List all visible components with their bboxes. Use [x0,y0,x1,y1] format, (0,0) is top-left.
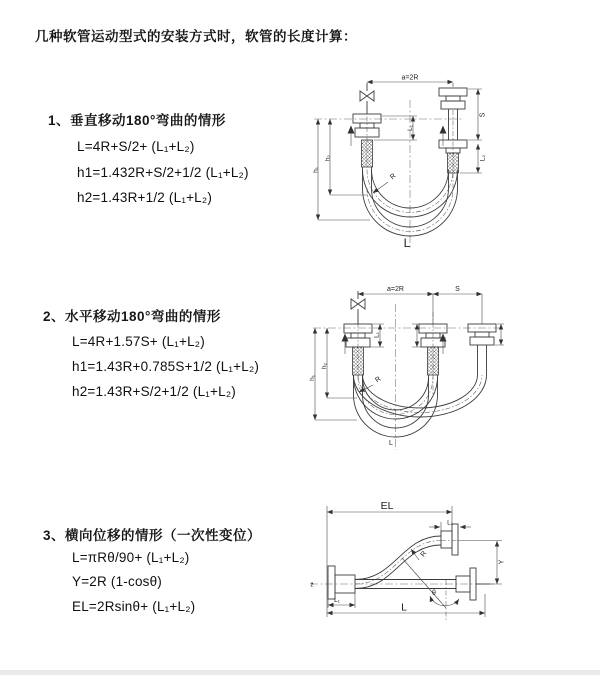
left-braid [353,347,364,375]
centerlines [314,100,462,249]
page-bottom-edge [0,670,600,675]
right-braid [448,153,459,173]
radius-construction-line [402,558,446,608]
section-1-formula-h2: h2=1.43R+1/2 (L₁+L₂) [77,190,213,205]
dimensions [327,500,506,617]
valve-icon [351,291,365,324]
dim-label-l1: L₁ [373,332,381,338]
dim-label-l-total: L [403,236,411,250]
diagram-3-lateral-displacement [300,498,600,648]
dim-label-r: R [374,375,383,385]
dim-label-h2: h₂ [324,154,332,162]
section-1-formula-l: L=4R+S/2+ (L₁+L₂) [77,139,195,154]
section-2-formula-h1: h1=1.43R+0.785S+1/2 (L₁+L₂) [72,359,260,374]
section-2-formula-h2: h2=1.43R+S/2+1/2 (L₁+L₂) [72,384,236,399]
dim-label-l1-bottom: L₁ [334,597,340,604]
dim-label-theta: θ [432,590,436,597]
right-flange [468,324,496,345]
valve-icon [360,83,374,114]
left-flange [328,566,355,599]
dim-label-l-total: L [401,601,407,614]
dim-label-s: S [479,112,487,118]
centerlines [313,304,503,450]
section-2-heading: 2、水平移动180°弯曲的情形 [43,309,221,324]
section-3-formula-el: EL=2Rsinθ+ (L₁+L₂) [72,599,196,614]
page-title: 几种软管运动型式的安装方式时，软管的长度计算： [35,29,357,44]
dim-label-s: S [455,286,460,293]
dim-label-l2: L₂ [479,154,487,162]
upper-flange [441,524,458,555]
dimensions [309,286,504,447]
middle-braid [428,347,439,375]
dim-label-l1: L₁ [407,125,414,131]
dim-label-h2: h₂ [321,362,328,370]
section-3-heading: 3、横向位移的情形（一次性变位） [43,528,262,543]
section-2-formula-l: L=4R+1.57S+ (L₁+L₂) [72,334,205,349]
section-3-formula-l: L=πRθ/90+ (L₁+L₂) [72,550,190,565]
dim-label-el: EL [380,500,394,512]
diagram-2-horizontal-180 [305,278,600,463]
axis-symbol-z: z̄ [310,581,314,589]
dim-label-h1: h₁ [312,167,320,173]
section-1-heading: 1、垂直移动180°弯曲的情形 [48,113,226,128]
section-3-formula-y: Y=2R (1-cosθ) [72,574,163,589]
dim-label-y: Y [498,559,506,565]
section-1-formula-h1: h1=1.432R+S/2+1/2 (L₁+L₂) [77,165,249,180]
left-braid [362,140,373,167]
dim-label-a2r: a=2R [387,286,404,293]
dim-label-r: R [389,172,398,182]
diagram-1-vertical-180 [310,70,595,265]
dim-label-l1-top: L₁ [447,519,453,527]
hose-loops [354,345,487,437]
dim-label-a2r: a=2R [401,74,419,82]
dim-label-l-total: L [389,440,393,447]
dim-label-h1: h₁ [309,375,316,381]
dim-label-r: R [419,550,429,559]
